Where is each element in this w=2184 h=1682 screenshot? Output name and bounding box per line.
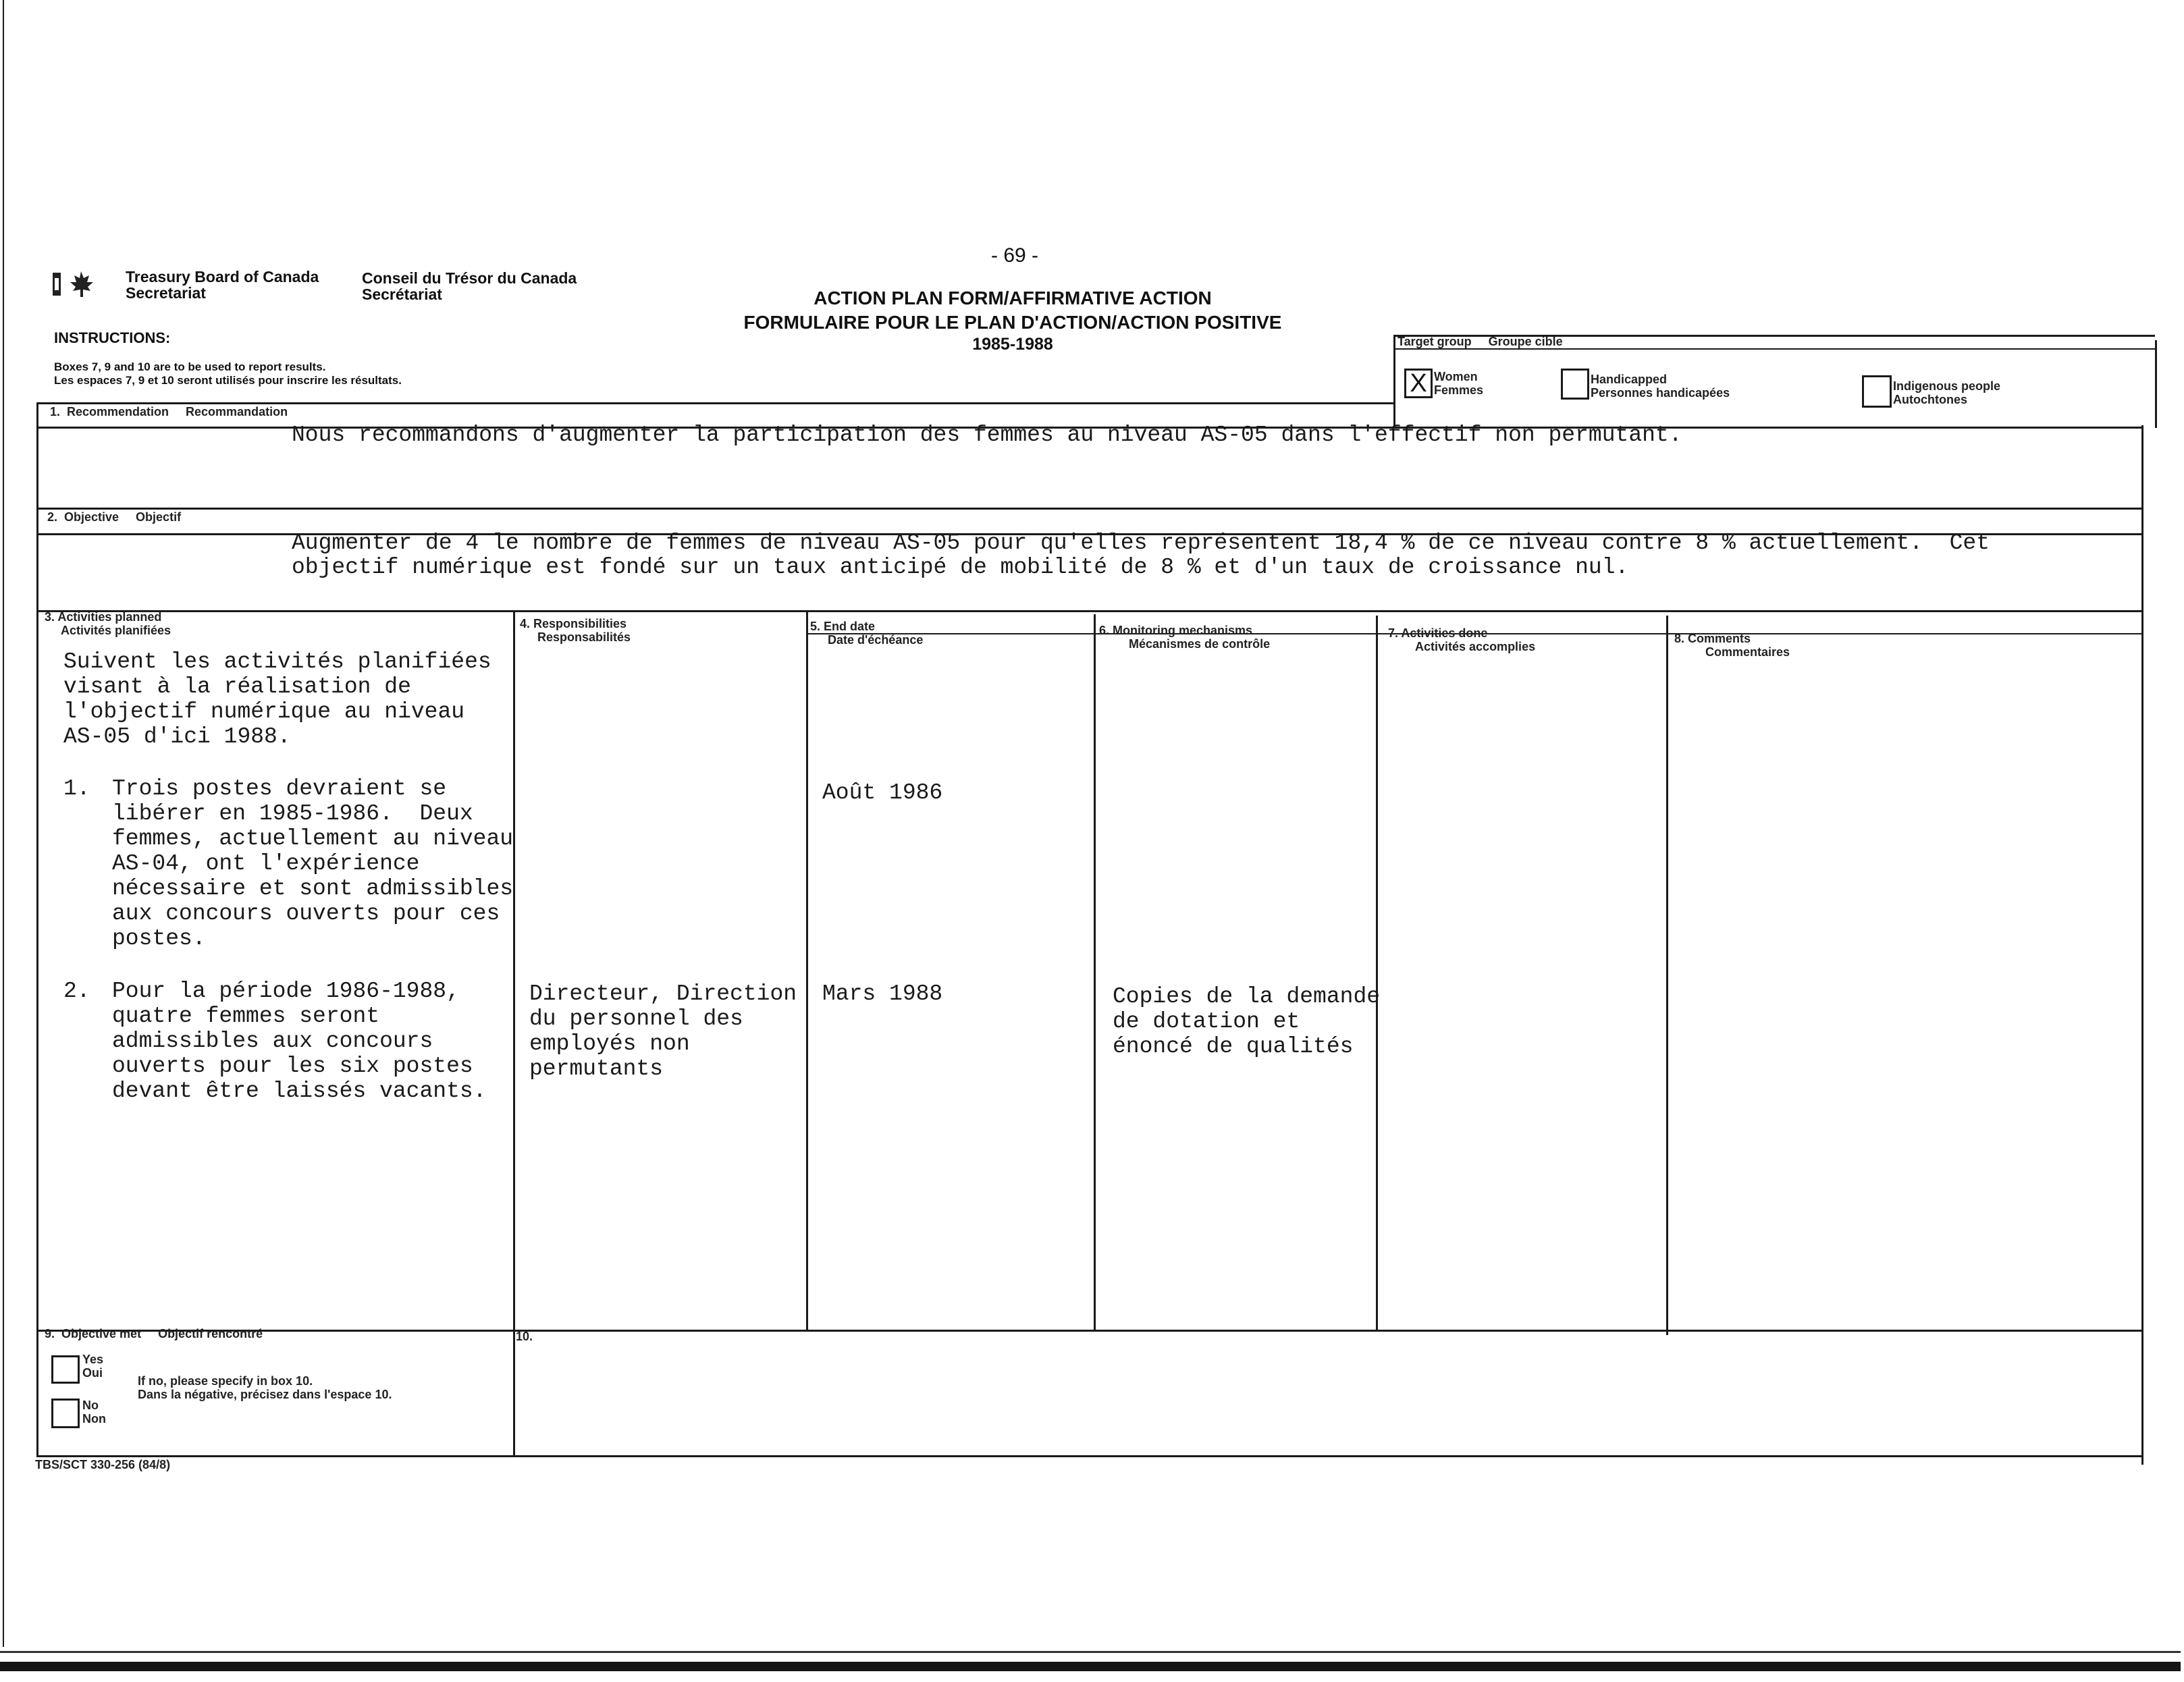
instructions-fr: Les espaces 7, 9 et 10 seront utilisés pour inscrire les résultats. [54,374,402,387]
activity-2-monitoring: Copies de la demande de dotation et énoncé de qualités [1113,984,1381,1059]
activity-1-number: 1. [63,776,90,801]
form-left-border [36,402,38,1457]
activities-intro: Suivent les activités planifiées visant à la réalisation de l'objectif numérique au niveau AS-05 d'ici 1988. [63,649,491,749]
objective-met-note: If no, please specify in box 10. Dans la négative, précisez dans l'espace 10. [138,1374,392,1401]
activity-1-end-date: Août 1986 [822,780,943,805]
col-7-header: 7. Activities done Activités accomplies [1388,626,1536,653]
scan-border-line [0,1651,2181,1653]
target-group-label: Target group Groupe cible [1397,335,1563,348]
women-checkbox[interactable]: X [1404,369,1433,398]
form-years: 1985-1988 [972,335,1053,354]
form-code: TBS/SCT 330-256 (84/8) [35,1458,171,1471]
recommendation-text: Nous recommandons d'augmenter la participation des femmes au niveau AS-05 dans l'effectif non permutant. [292,423,1682,447]
activity-1-text: Trois postes devraient se libérer en 1985-1986. Deux femmes, actuellement au niveau AS-04, ont l'expérience nécessaire et sont admissibles aux concours ouverts pour ces postes. [112,776,514,951]
indigenous-checkbox[interactable] [1862,375,1892,408]
scan-border-bar [0,1662,2181,1671]
section-2-label: 2. Objective Objectif [47,510,182,524]
form-title-fr: FORMULAIRE POUR LE PLAN D'ACTION/ACTION POSITIVE [743,312,1282,333]
instructions-label: INSTRUCTIONS: [54,329,171,346]
org-name-en: Treasury Board of Canada Secretariat [126,268,319,302]
section-9-label: 9. Objective met Objectif rencontré [45,1327,263,1340]
section-10-label: 10. [516,1330,533,1343]
section-1-label: 1. Recommendation Recommandation [50,405,288,418]
canada-logo-icon [51,269,101,300]
col-4-header: 4. Responsibilities Responsabilités [520,617,631,644]
scan-left-edge [3,0,4,1647]
objective-met-no-checkbox[interactable] [51,1399,80,1428]
page-number: - 69 - [991,244,1039,267]
form-title-en: ACTION PLAN FORM/AFFIRMATIVE ACTION [814,288,1212,308]
col-6-header: 6. Monitoring mechanisms Mécanismes de contrôle [1099,624,1271,651]
objective-met-yes-checkbox[interactable] [51,1355,80,1384]
form-right-border [2141,425,2143,1465]
col-5-header: 5. End date Date d'échéance [810,620,924,647]
handicapped-checkbox[interactable] [1561,369,1589,400]
activity-2-responsibility: Directeur, Direction du personnel des employés non permutants [529,981,797,1081]
activity-2-number: 2. [63,979,90,1004]
women-label: Women Femmes [1434,370,1484,397]
handicapped-label: Handicapped Personnes handicapées [1591,373,1730,400]
col-3-header: 3. Activities planned Activités planifiées [45,610,171,637]
org-name-fr: Conseil du Trésor du Canada Secrétariat [362,269,577,303]
indigenous-label: Indigenous people Autochtones [1893,379,2001,406]
activity-2-text: Pour la période 1986-1988, quatre femmes seront admissibles aux concours ouverts pour les six postes devant être laissés vacants. [112,979,487,1104]
activity-2-end-date: Mars 1988 [822,981,943,1006]
objective-line-1: Augmenter de 4 le nombre de femmes de niveau AS-05 pour qu'elles représentent 18,4 % de ce niveau contre 8 % actuellement. Cet [292,531,1990,555]
instructions-en: Boxes 7, 9 and 10 are to be used to report results. [54,360,326,373]
yes-label: Yes Oui [82,1353,104,1380]
objective-line-2: objectif numérique est fondé sur un taux anticipé de mobilité de 8 % et d'un taux de croissance nul. [292,555,1629,580]
col-8-header: 8. Comments Commentaires [1674,632,1790,659]
no-label: No Non [82,1399,106,1426]
